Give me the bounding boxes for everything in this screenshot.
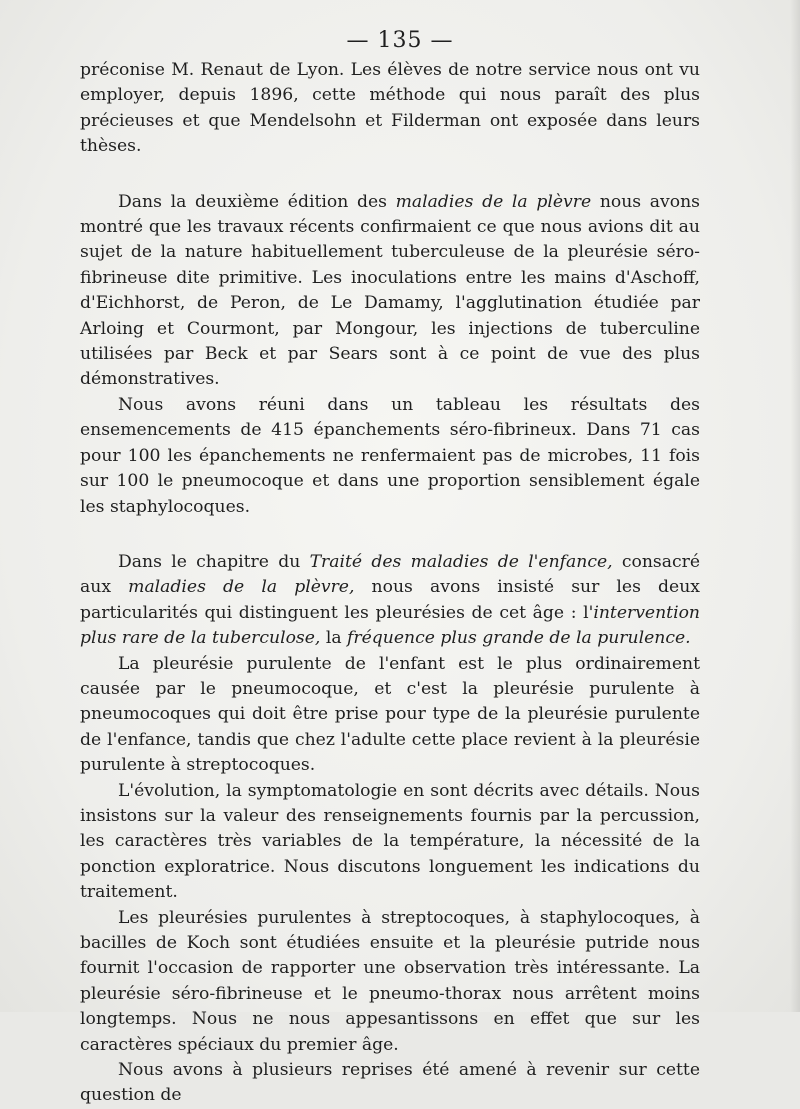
- paragraph-2-text-a: Dans la deuxième édition des: [118, 191, 396, 212]
- paragraph-5: La pleurésie purulente de l'enfant est le plus ordinairement causée par le pneumocoque, et c'est la pleurésie purulente à pneumocoques qui doit être prise pour type de la pleurésie purulente de l'enfance, tandis que chez l'adulte cette place revient à la pleurésie purulente à streptocoques.: [80, 653, 700, 776]
- paragraph-2-italic-title: maladies de la plèvre: [395, 191, 592, 212]
- paragraph-4-italic-d: fréquence plus grande de la purulence.: [347, 628, 691, 649]
- paragraph-4-text-d: la: [320, 628, 348, 649]
- paragraph-4-italic-c: intervention plus rare de la tuberculose,: [80, 602, 700, 649]
- page-edge-shadow: [790, 0, 800, 1012]
- paragraph-1: préconise M. Renaut de Lyon. Les élèves de notre service nous ont vu employer, depuis 1896, cette méthode qui nous paraît des plus précieuses et que Mendelsohn et Filderman ont exposée dans leurs thèses.: [80, 60, 700, 157]
- paragraph-4-italic-a: Traité des maladies de l'enfance,: [309, 551, 613, 572]
- page-body: [80, 58, 700, 1109]
- paragraph-4: [80, 550, 700, 652]
- paragraph-7: Les pleurésies purulentes à streptocoques, à staphylocoques, à bacilles de Koch sont étudiées ensuite et la pleurésie putride nous fournit l'occasion de rapporter une observation très intéressante. La pleurésie séro-fibrineuse et le pneumo-thorax nous arrêtent moins longtemps. Nous ne nous appesantissons en effet que sur les caractères spéciaux du premier âge.: [80, 907, 700, 1055]
- paragraph-4-italic-b: maladies de la plèvre,: [128, 577, 355, 598]
- paragraph-4-text-b: consacré aux: [80, 551, 700, 598]
- paragraph-6: L'évolution, la symptomatologie en sont décrits avec détails. Nous insistons sur la valeur des renseignements fournis par la percussion, les caractères très variables de la température, la nécessité de la ponction exploratrice. Nous discutons longuement les indications du traitement.: [80, 780, 700, 903]
- paragraph-8: Nous avons à plusieurs reprises été amené à revenir sur cette question de: [80, 1060, 700, 1106]
- paragraph-3: Nous avons réuni dans un tableau les résultats des ensemencements de 415 épanchements séro-fibrineux. Dans 71 cas pour 100 les épanchements ne renfermaient pas de microbes, 11 fois sur 100 le pneumocoque et dans une proportion sensiblement égale les staphylocoques.: [80, 394, 700, 517]
- paragraph-4-text-c: nous avons insisté sur les deux particularités qui distinguent les pleurésies de cet âge : l': [80, 577, 700, 623]
- paragraph-2: [80, 190, 700, 393]
- paragraph-4-text-a: Dans le chapitre du: [118, 551, 310, 572]
- paragraph-2-text-b: nous avons montré que les travaux récents confirmaient ce que nous avions dit au sujet de la nature habituellement tuberculeuse de la pleurésie séro-fibrineuse dite primitive. Les inoculations entre les mains d'Aschoff, d'Eichhorst, de Peron, de Le Damamy, l'agglutination étudiée par Arloing et Courmont, par Mongour, les injections de tuberculine utilisées par Beck et par Sears sont à ce point de vue des plus démonstratives.: [80, 191, 701, 390]
- page-number: — 135 —: [346, 28, 454, 53]
